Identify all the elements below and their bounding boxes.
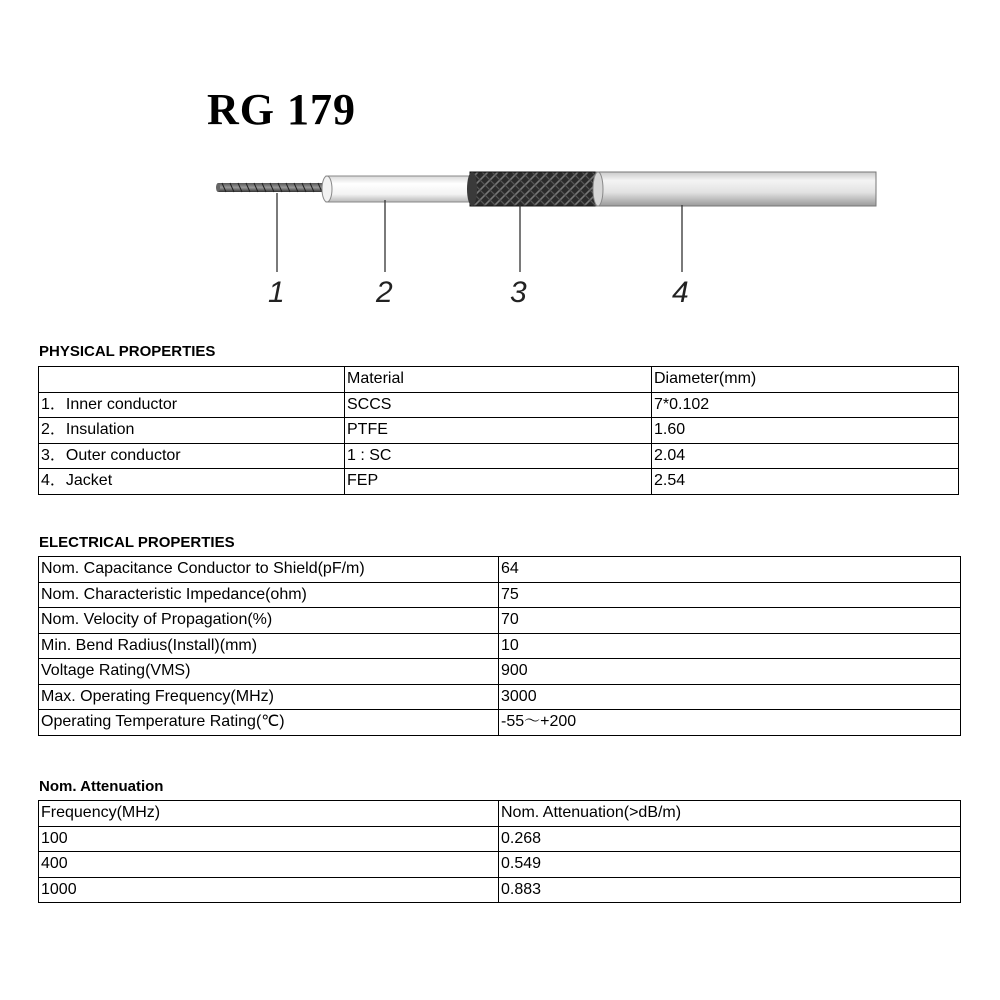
table-row <box>39 659 961 685</box>
table-cell: 100 <box>39 826 499 852</box>
electrical-properties-title: ELECTRICAL PROPERTIES <box>39 534 235 551</box>
table-cell: 1.60 <box>652 418 959 444</box>
callout-number-2: 2 <box>376 276 393 309</box>
table-cell: 2．Insulation <box>39 418 345 444</box>
table-cell: 1．Inner conductor <box>39 392 345 418</box>
table-header-cell: Nom. Attenuation(>dB/m) <box>499 801 961 827</box>
table-row <box>39 877 961 903</box>
table-row <box>39 684 961 710</box>
table-cell: 3．Outer conductor <box>39 443 345 469</box>
table-cell: -55～+200 <box>499 710 961 736</box>
table-cell: 75 <box>499 582 961 608</box>
table-cell: Nom. Velocity of Propagation(%) <box>39 608 499 634</box>
table-cell: 10 <box>499 633 961 659</box>
table-cell: 1 : SC <box>345 443 652 469</box>
electrical-properties-table <box>38 556 961 736</box>
insulation-end <box>322 176 332 202</box>
table-cell: 2.04 <box>652 443 959 469</box>
table-cell: FEP <box>345 469 652 495</box>
callout-number-3: 3 <box>510 276 527 309</box>
cable-cross-section-diagram <box>0 0 1000 320</box>
insulation <box>326 176 474 202</box>
table-cell: SCCS <box>345 392 652 418</box>
table-header-cell: Frequency(MHz) <box>39 801 499 827</box>
table-cell: 7*0.102 <box>652 392 959 418</box>
table-cell: 70 <box>499 608 961 634</box>
table-cell: 0.549 <box>499 852 961 878</box>
table-row <box>39 852 961 878</box>
table-cell: 0.268 <box>499 826 961 852</box>
table-row <box>39 443 959 469</box>
table-cell: Max. Operating Frequency(MHz) <box>39 684 499 710</box>
table-row <box>39 826 961 852</box>
table-header-row <box>39 367 959 393</box>
attenuation-title: Nom. Attenuation <box>39 778 164 795</box>
table-row <box>39 418 959 444</box>
inner-conductor-end <box>216 183 220 192</box>
table-row <box>39 633 961 659</box>
table-cell: 0.883 <box>499 877 961 903</box>
callout-number-1: 1 <box>268 276 285 309</box>
table-cell: Operating Temperature Rating(℃) <box>39 710 499 736</box>
table-header-cell: Material <box>345 367 652 393</box>
table-row <box>39 608 961 634</box>
outer-conductor-braid <box>470 172 600 206</box>
table-row <box>39 710 961 736</box>
table-cell: Voltage Rating(VMS) <box>39 659 499 685</box>
physical-properties-table <box>38 366 959 495</box>
table-cell: Nom. Capacitance Conductor to Shield(pF/m) <box>39 557 499 583</box>
table-cell: 900 <box>499 659 961 685</box>
table-cell: 400 <box>39 852 499 878</box>
table-cell: 64 <box>499 557 961 583</box>
jacket <box>596 172 876 206</box>
table-cell: 3000 <box>499 684 961 710</box>
table-cell: Min. Bend Radius(Install)(mm) <box>39 633 499 659</box>
physical-properties-title: PHYSICAL PROPERTIES <box>39 343 216 360</box>
attenuation-table <box>38 800 961 903</box>
table-header-cell <box>39 367 345 393</box>
table-cell: 4．Jacket <box>39 469 345 495</box>
table-cell: Nom. Characteristic Impedance(ohm) <box>39 582 499 608</box>
jacket-end <box>593 172 603 206</box>
outer-conductor-end <box>467 172 477 206</box>
table-header-row <box>39 801 961 827</box>
table-cell: 2.54 <box>652 469 959 495</box>
table-cell: 1000 <box>39 877 499 903</box>
table-row <box>39 392 959 418</box>
table-row <box>39 469 959 495</box>
table-row <box>39 582 961 608</box>
table-cell: PTFE <box>345 418 652 444</box>
page-title: RG 179 <box>207 85 356 134</box>
table-header-cell: Diameter(mm) <box>652 367 959 393</box>
table-row <box>39 557 961 583</box>
callout-number-4: 4 <box>672 276 689 309</box>
